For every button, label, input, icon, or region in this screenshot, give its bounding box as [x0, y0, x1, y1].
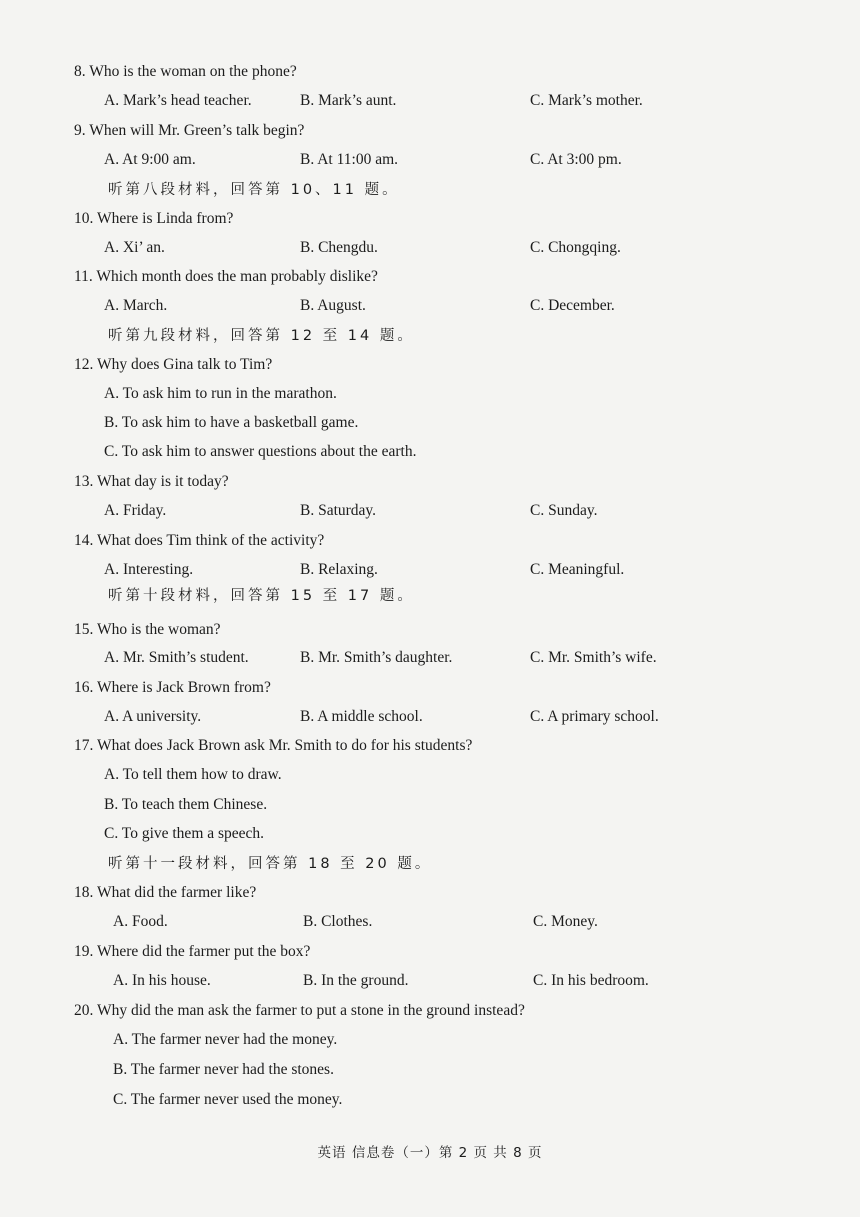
question-16: 16. Where is Jack Brown from? [74, 679, 271, 696]
question-15: 15. Who is the woman? [74, 621, 221, 638]
section-heading-9: 听第九段材料，回答第 12 至 14 题。 [108, 328, 415, 344]
option-a: A. To tell them how to draw. [104, 766, 282, 783]
option-c: C. Chongqing. [530, 239, 621, 256]
section-heading-8: 听第八段材料，回答第 10、11 题。 [108, 182, 400, 198]
option-a: A. Friday. [104, 502, 167, 519]
option-a: A. Mark’s head teacher. [104, 92, 252, 109]
option-c: C. To ask him to answer questions about the earth. [104, 443, 417, 460]
question-19: 19. Where did the farmer put the box? [74, 943, 311, 960]
option-c: C. To give them a speech. [104, 825, 265, 842]
option-a: A. The farmer never had the money. [113, 1031, 338, 1048]
option-b: B. The farmer never had the stones. [113, 1061, 334, 1078]
option-b: B. To ask him to have a basketball game. [104, 414, 359, 431]
option-c: C. Sunday. [530, 502, 598, 519]
option-a: A. At 9:00 am. [104, 151, 196, 168]
option-b: B. Saturday. [300, 502, 377, 519]
option-c: C. December. [530, 297, 615, 314]
option-b: B. Mr. Smith’s daughter. [300, 649, 453, 666]
question-8: 8. Who is the woman on the phone? [74, 63, 297, 80]
option-a: A. Xi’ an. [104, 239, 165, 256]
question-17: 17. What does Jack Brown ask Mr. Smith to do for his students? [74, 737, 473, 754]
option-c: C. The farmer never used the money. [113, 1091, 343, 1108]
option-a: A. Mr. Smith’s student. [104, 649, 249, 666]
question-14: 14. What does Tim think of the activity? [74, 532, 325, 549]
option-c: C. In his bedroom. [533, 972, 649, 989]
option-b: B. Mark’s aunt. [300, 92, 397, 109]
option-a: A. March. [104, 297, 168, 314]
section-heading-10: 听第十段材料，回答第 15 至 17 题。 [108, 588, 415, 604]
option-b: B. August. [300, 297, 366, 314]
section-heading-11: 听第十一段材料，回答第 18 至 20 题。 [108, 856, 433, 872]
question-13: 13. What day is it today? [74, 473, 229, 490]
option-c: C. Money. [533, 913, 598, 930]
option-b: B. Clothes. [303, 913, 373, 930]
option-c: C. Mr. Smith’s wife. [530, 649, 657, 666]
option-b: B. Relaxing. [300, 561, 378, 578]
option-a: A. In his house. [113, 972, 211, 989]
question-10: 10. Where is Linda from? [74, 210, 234, 227]
option-c: C. At 3:00 pm. [530, 151, 622, 168]
option-b: B. At 11:00 am. [300, 151, 399, 168]
question-12: 12. Why does Gina talk to Tim? [74, 356, 273, 373]
question-11: 11. Which month does the man probably dislike? [74, 268, 378, 285]
option-a: A. To ask him to run in the marathon. [104, 385, 337, 402]
option-b: B. To teach them Chinese. [104, 796, 268, 813]
option-b: B. Chengdu. [300, 239, 378, 256]
option-a: A. Interesting. [104, 561, 194, 578]
question-9: 9. When will Mr. Green’s talk begin? [74, 122, 305, 139]
option-a: A. A university. [104, 708, 202, 725]
page-footer: 英语 信息卷（一）第 2 页 共 8 页 [317, 1145, 543, 1161]
option-b: B. In the ground. [303, 972, 409, 989]
option-c: C. Mark’s mother. [530, 92, 643, 109]
option-c: C. A primary school. [530, 708, 659, 725]
question-20: 20. Why did the man ask the farmer to put a stone in the ground instead? [74, 1002, 525, 1019]
question-18: 18. What did the farmer like? [74, 884, 257, 901]
option-c: C. Meaningful. [530, 561, 625, 578]
option-b: B. A middle school. [300, 708, 423, 725]
option-a: A. Food. [113, 913, 168, 930]
